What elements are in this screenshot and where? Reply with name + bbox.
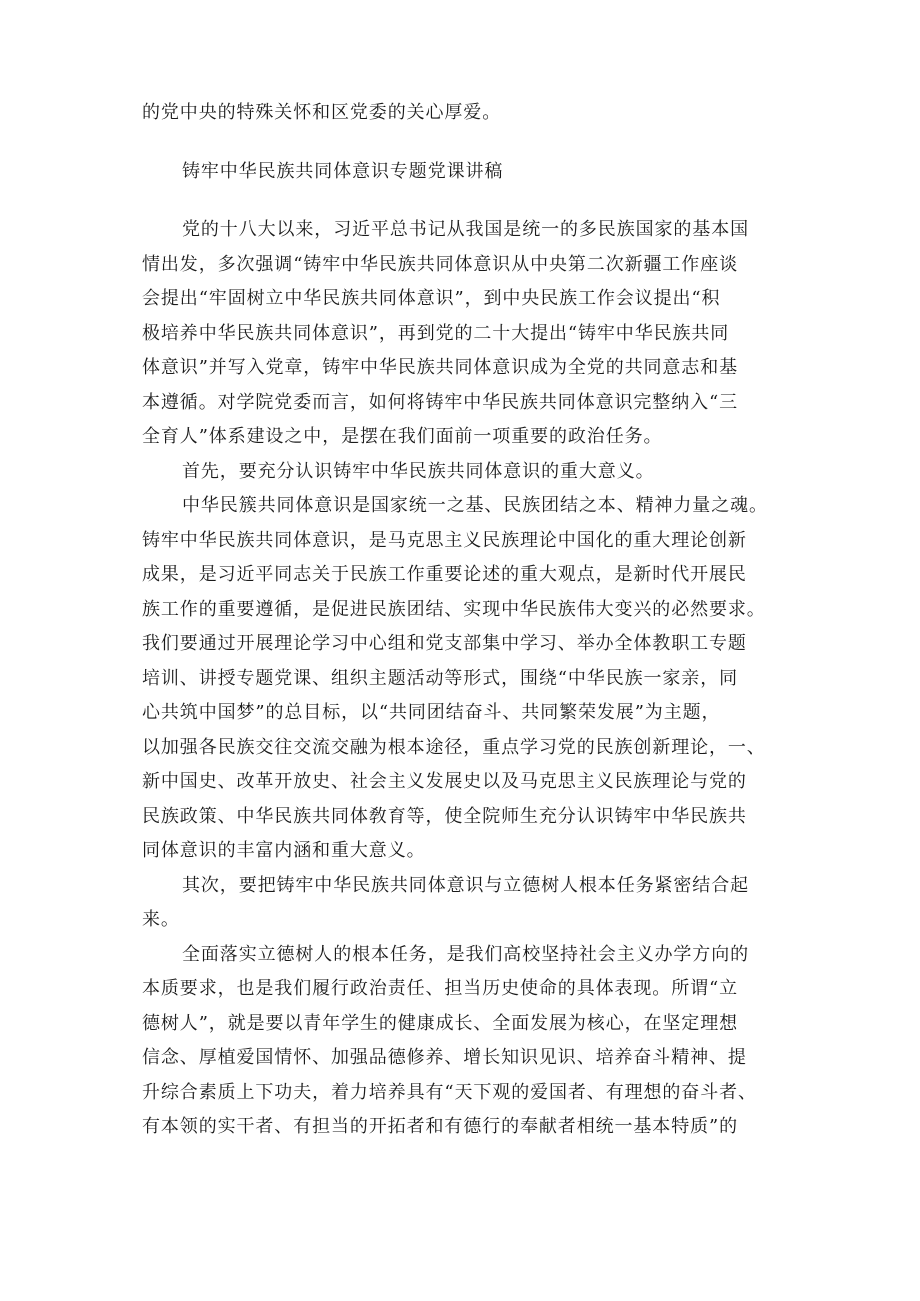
text-line: 以加强各民族交往交流交融为根本途径，重点学习党的民族创新理论，一、 <box>142 736 766 758</box>
carry-over-paragraph <box>142 96 782 131</box>
text-line: 首先，要充分认识铸牢中华民族共同体意识的重大意义。 <box>182 460 655 482</box>
text-line: 会提出“牢固树立中华民族共同体意识”，到中央民族工作会议提出“积 <box>142 288 721 309</box>
text-line: 全育人”体系建设之中，是摆在我们面前一项重要的政治任务。 <box>142 426 663 447</box>
text-line: 铸牢中华民族共同体意识，是马克思主义民族理论中国化的重大理论创新 <box>142 529 747 551</box>
text-line: 本质要求，也是我们履行政治责任、担当历史使命的具体表现。所谓“立 <box>142 978 738 999</box>
text-line: 极培养中华民族共同体意识”，再到党的二十大提出“铸牢中华民族共同 <box>142 322 730 344</box>
text-line: 信念、厚植爱国情怀、加强品德修养、增长知识见识、培养奋斗精神、提 <box>142 1047 747 1068</box>
text-line: 党的十八大以来，习近平总书记从我国是统一的多民族国家的基本国 <box>182 219 749 240</box>
text-line: 升综合素质上下功夫，着力培养具有“天下观的爱国者、有理想的奋斗者、 <box>142 1081 757 1103</box>
text-line: 新中国史、改革开放史、社会主义发展史以及马克思主义民族理论与党的 <box>142 771 747 792</box>
text-line: 情出发，多次强调“铸牢中华民族共同体意识从中央第二次新疆工作座谈 <box>142 253 738 275</box>
document-page <box>142 96 782 1145</box>
text-line: 全面落实立德树人的根本任务，是我们高校坚持社会主义办学方向的 <box>182 943 749 965</box>
text-line: 培训、讲授专题党课、组织主题活动等形式，围绕“中华民族一家亲，同 <box>142 667 738 689</box>
text-line: 成果，是习近平同志关于民族工作重要论述的重大观点，是新时代开展民 <box>142 564 747 585</box>
text-line: 中华民簇共同体意识是国家统一之基、民族团结之本、精神力量之魂。 <box>182 495 768 516</box>
text-line: 其次，要把铸牢中华民族共同体意识与立德树人根本任务紧密结合起 <box>182 874 749 896</box>
text-line: 民族政策、中华民族共同体敎育等，使全院师生充分认识铸牢中华民族共 <box>142 805 747 827</box>
text-line: 体意识”并写入党章，铸牢中华民族共同体意识成为全党的共同意志和基 <box>142 357 738 378</box>
text-line: 我们要通过开展理论学习中心组和党支部集中学习、举办全体教职工专题 <box>142 633 747 654</box>
text-line: 德树人”，就是要以青年学生的健康成长、全面发展为核心，在坚定理想 <box>142 1012 738 1034</box>
section-heading-second <box>142 869 782 938</box>
document-title: 铸牢中华民族共同体意识专题党课讲稿 <box>182 160 504 182</box>
text-line: 同体意识的丰富内涵和重大意义。 <box>142 840 426 861</box>
paragraph-significance <box>142 489 782 869</box>
text-line: 心共筑中国梦”的总目标，以“共同团结奋斗、共同繁荣发展”为主题， <box>142 702 721 723</box>
text-line: 有本领的实干者、有担当的开拓者和有德行的奉献者相统一基本特质”的 <box>142 1116 738 1137</box>
paragraph-intro <box>142 213 782 455</box>
text-line: 本遵循。对学院党委而言，如何将铸牢中华民族共同体意识完整纳入“三 <box>142 391 738 413</box>
text-line: 的党中央的特殊关怀和区党委的关心厚爱。 <box>142 102 502 123</box>
section-heading-first <box>142 455 782 490</box>
paragraph-moral-education <box>142 938 782 1145</box>
text-line: 族工作的重要遵循，是促进民族团结、实现中华民族伟大变兴的必然要求。 <box>142 598 766 620</box>
text-line: 来。 <box>142 909 180 930</box>
